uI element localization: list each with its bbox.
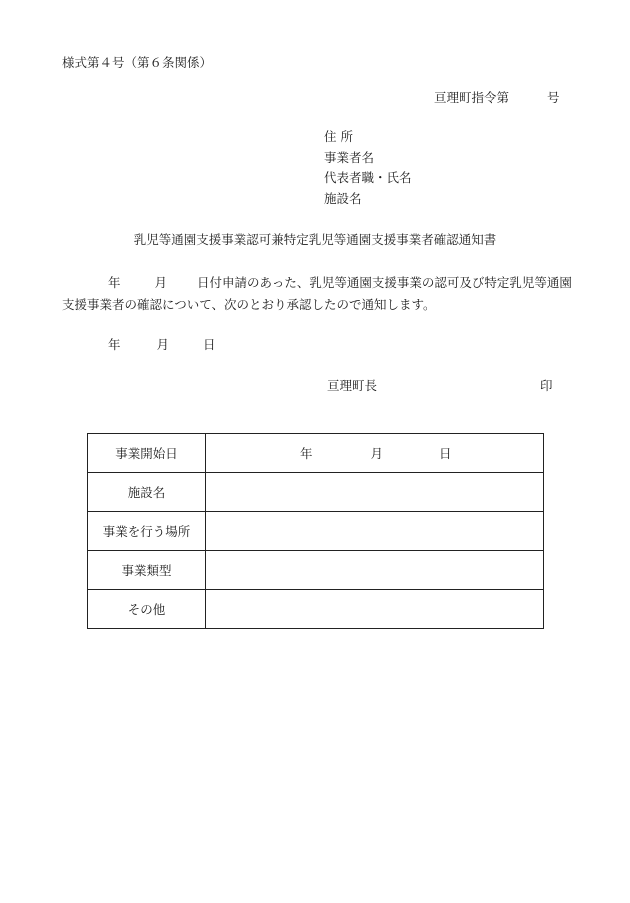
business-name-label: 事業者名 (324, 149, 375, 165)
document-title: 乳児等通園支援事業認可兼特定乳児等通園支援事業者確認通知書 (133, 232, 497, 247)
row-label-facility-name: 施設名 (88, 473, 206, 512)
body-month: 月 (154, 275, 168, 290)
facility-name-label: 施設名 (324, 190, 362, 206)
representative-label: 代表者職・氏名 (324, 170, 412, 185)
issue-date-line (108, 335, 216, 353)
issue-day: 日 (203, 337, 216, 352)
issue-year: 年 (108, 337, 121, 352)
business-type-value (206, 551, 544, 590)
recipient-address-block (324, 127, 412, 209)
table-row (88, 434, 544, 473)
address-label: 住 所 (324, 129, 353, 144)
form-number: 様式第４号（第６条関係） (62, 55, 213, 70)
table-row (88, 551, 544, 590)
table-row (88, 512, 544, 551)
body-year: 年 (108, 275, 121, 290)
body-paragraph (62, 272, 572, 316)
row-label-business-type: 事業類型 (88, 551, 206, 590)
row-label-start-date: 事業開始日 (88, 434, 206, 473)
body-text: 日付申請のあった、乳児等通園支援事業の認可及び特定乳児等通園支援事業者の確認について、次のとおり承認したので通知します。 (62, 275, 572, 312)
start-date-value (206, 434, 544, 473)
issue-month: 月 (156, 337, 170, 352)
start-date-day: 日 (439, 446, 452, 461)
start-date-month: 月 (370, 446, 384, 461)
issuer-name: 亘理町長 (327, 378, 378, 393)
notice-suffix: 号 (547, 90, 560, 105)
table-row (88, 473, 544, 512)
table-row (88, 590, 544, 629)
notice-number (434, 88, 560, 106)
start-date-year: 年 (300, 446, 313, 461)
row-label-business-location: 事業を行う場所 (88, 512, 206, 551)
other-value (206, 590, 544, 629)
seal-mark: 印 (540, 378, 553, 393)
details-table (87, 433, 544, 629)
row-label-other: その他 (88, 590, 206, 629)
facility-name-value (206, 473, 544, 512)
notice-prefix: 亘理町指令第 (434, 90, 510, 105)
business-location-value (206, 512, 544, 551)
